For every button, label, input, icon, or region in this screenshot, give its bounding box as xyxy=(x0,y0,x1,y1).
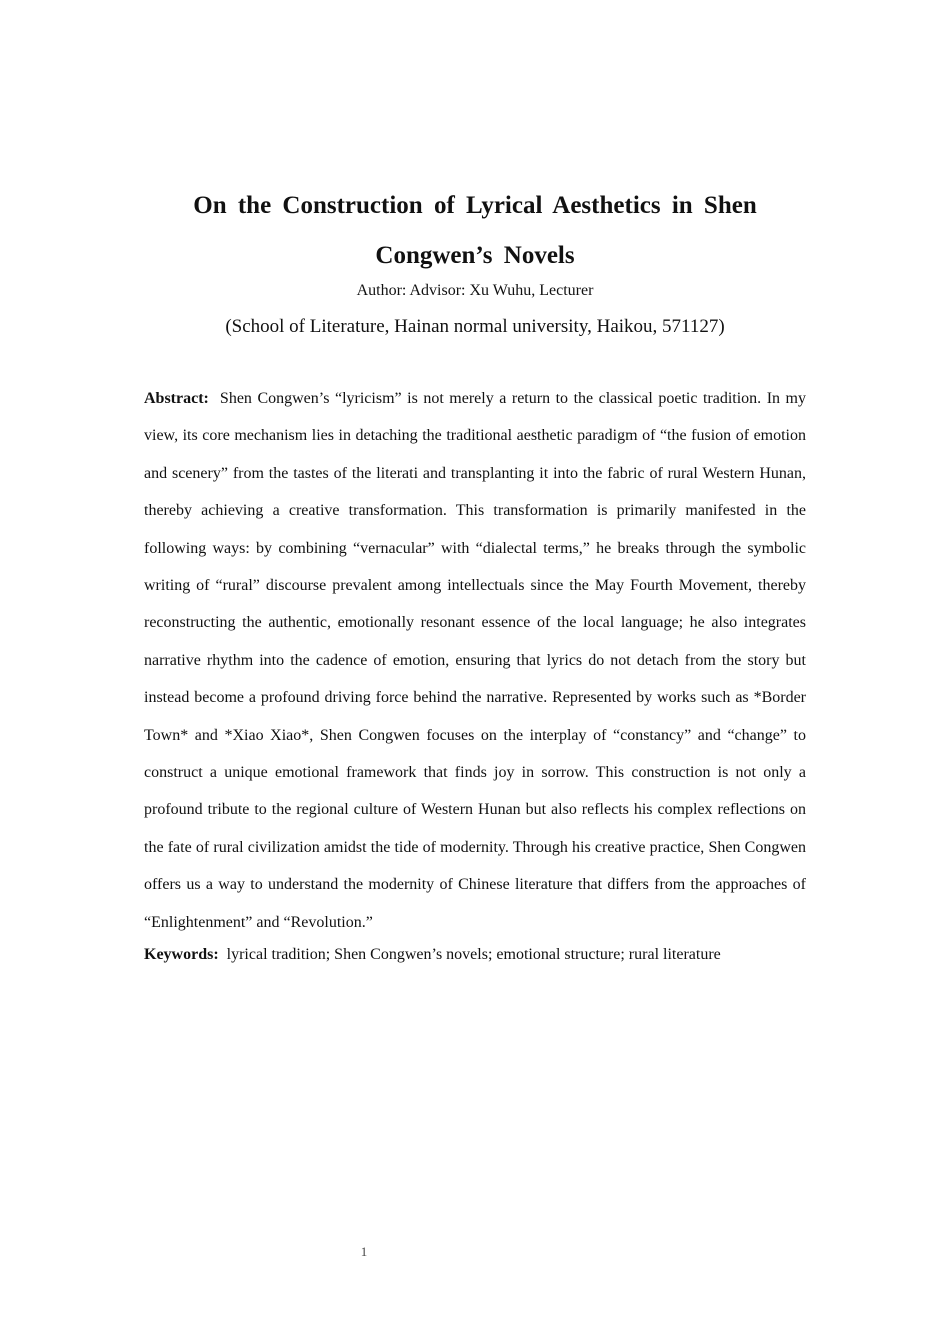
affiliation-line: (School of Literature, Hainan normal university, Haikou, 571127) xyxy=(225,316,725,337)
abstract-label: Abstract: xyxy=(144,390,209,407)
abstract-paragraph xyxy=(144,380,806,941)
paper-title-line-2: Congwen’s Novels xyxy=(375,242,575,269)
paper-title xyxy=(175,181,775,281)
author-line: Author: Advisor: Xu Wuhu, Lecturer xyxy=(356,282,594,299)
paper-title-line-1: On the Construction of Lyrical Aesthetics in Shen xyxy=(193,192,757,219)
keywords-paragraph xyxy=(144,944,806,966)
abstract-text: Shen Congwen’s “lyricism” is not merely a return to the classical poetic tradition. In my view, its core mechanism lies in detaching the traditional aesthetic paradigm of “the fusion of emotion and scenery” from the tastes of the literati and transplanting it into the fabric of rural Western Hunan, thereby achieving a creative transformation. This transformation is primarily manifested in the following ways: by combining “vernacular” with “dialectal terms,” he breaks through the symbolic writing of “rural” discourse prevalent among intellectuals since the May Fourth Movement, thereby reconstructing the authentic, emotionally resonant essence of the local language; he also integrates narrative rhythm into the cadence of emotion, ensuring that lyrics do not detach from the story but instead become a profound driving force behind the narrative. Represented by works such as *Border Town* and *Xiao Xiao*, Shen Congwen focuses on the interplay of “constancy” and “change” to construct a unique emotional framework that finds joy in sorrow. This construction is not only a profound tribute to the regional culture of Western Hunan but also reflects his complex reflections on the fate of rural civilization amidst the tide of modernity. Through his creative practice, Shen Congwen offers us a way to understand the modernity of Chinese literature that differs from the approaches of “Enlightenment” and “Revolution.” xyxy=(144,390,806,931)
page-number: 1 xyxy=(360,1244,368,1259)
keywords-label: Keywords: xyxy=(144,946,219,963)
keywords-text: lyrical tradition; Shen Congwen’s novels; emotional structure; rural literature xyxy=(226,946,721,963)
